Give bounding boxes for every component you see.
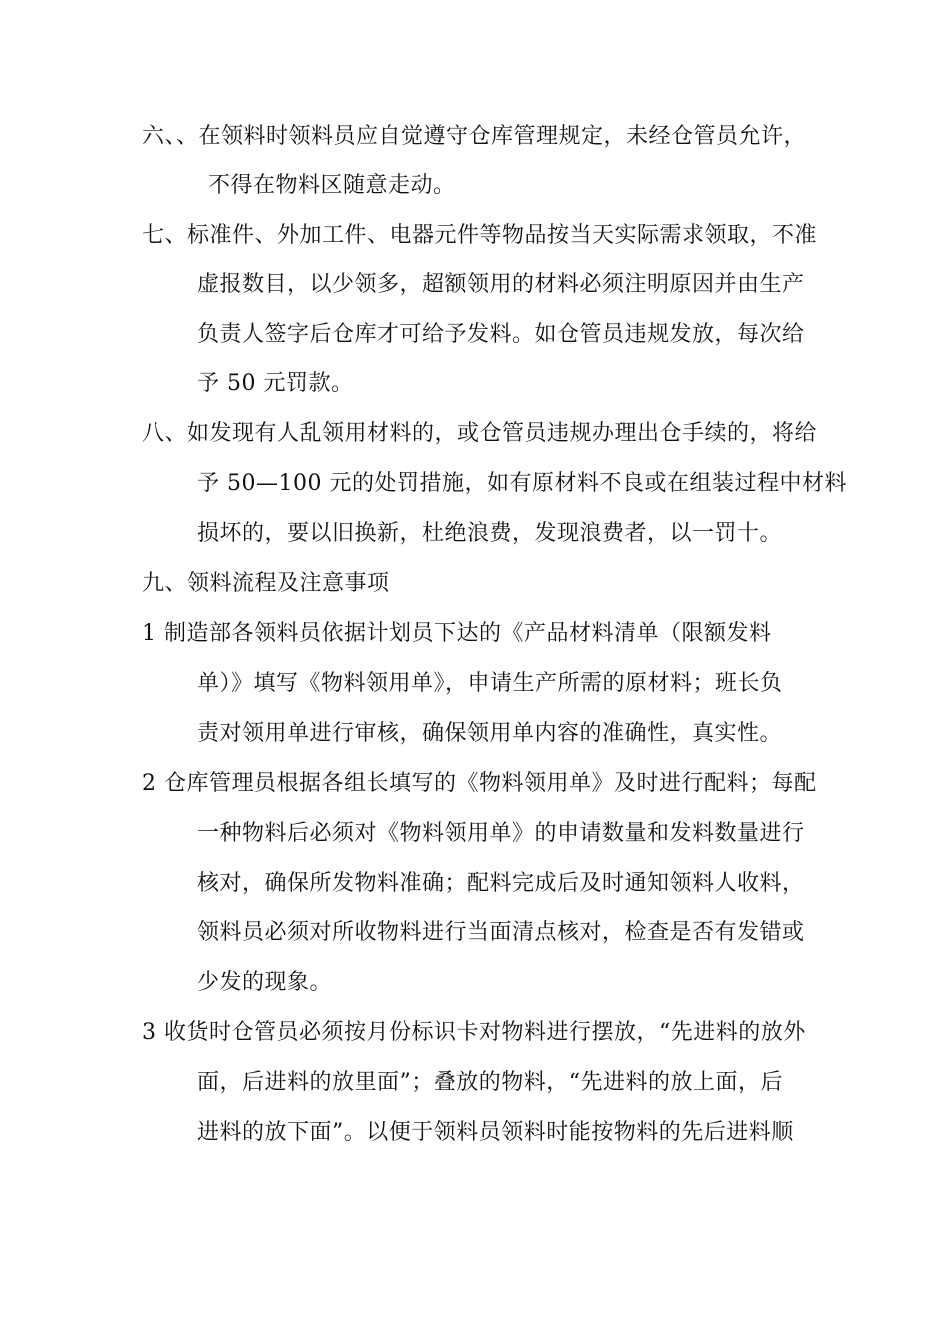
- clause-6-line-2: 不得在物料区随意走动。: [208, 173, 456, 198]
- clause-7-line-1: 七、标准件、外加工件、电器元件等物品按当天实际需求领取，不准: [142, 223, 818, 248]
- step-1-line-1: 1 制造部各领料员依据计划员下达的《产品材料清单（限额发料: [142, 621, 772, 646]
- clause-7-line-2: 虚报数目，以少领多，超额领用的材料必须注明原因并由生产: [197, 272, 805, 297]
- step-1-line-3: 责对领用单进行审核，确保领用单内容的准确性，真实性。: [197, 721, 783, 746]
- step-3-line-3: 进料的放下面”。以便于领料员领料时能按物料的先后进料顺: [197, 1120, 794, 1145]
- step-1-line-2: 单）》填写《物料领用单》，申请生产所需的原材料；班长负: [197, 671, 783, 696]
- clause-7-line-4: 予 50 元罚款。: [197, 371, 354, 396]
- step-2-line-3: 核对，确保所发物料准确；配料完成后及时通知领料人收料，: [197, 871, 805, 896]
- clause-8-line-1: 八、如发现有人乱领用材料的，或仓管员违规办理出仓手续的，将给: [142, 421, 818, 446]
- step-2-line-2: 一种物料后必须对《物料领用单》的申请数量和发料数量进行: [197, 821, 805, 846]
- clause-8-line-3: 损坏的，要以旧换新，杜绝浪费，发现浪费者，以一罚十。: [197, 521, 783, 546]
- step-3-line-1: 3 收货时仓管员必须按月份标识卡对物料进行摆放，“先进料的放外: [142, 1020, 806, 1045]
- step-2-line-4: 领料员必须对所收物料进行当面清点核对，检查是否有发错或: [197, 920, 805, 945]
- clause-8-line-2: 予 50—100 元的处罚措施，如有原材料不良或在组装过程中材料: [197, 471, 847, 496]
- step-2-line-5: 少发的现象。: [197, 970, 333, 995]
- step-3-line-2: 面，后进料的放里面”；叠放的物料，“先进料的放上面，后: [197, 1070, 783, 1095]
- step-2-line-1: 2 仓库管理员根据各组长填写的《物料领用单》及时进行配料；每配: [142, 771, 817, 796]
- clause-7-line-3: 负责人签字后仓库才可给予发料。如仓管员违规发放，每次给: [197, 322, 805, 347]
- clause-9-heading: 九、领料流程及注意事项: [142, 571, 390, 596]
- clause-6-line-1: 六、、在领料时领料员应自觉遵守仓库管理规定，未经仓管员允许，: [142, 124, 807, 149]
